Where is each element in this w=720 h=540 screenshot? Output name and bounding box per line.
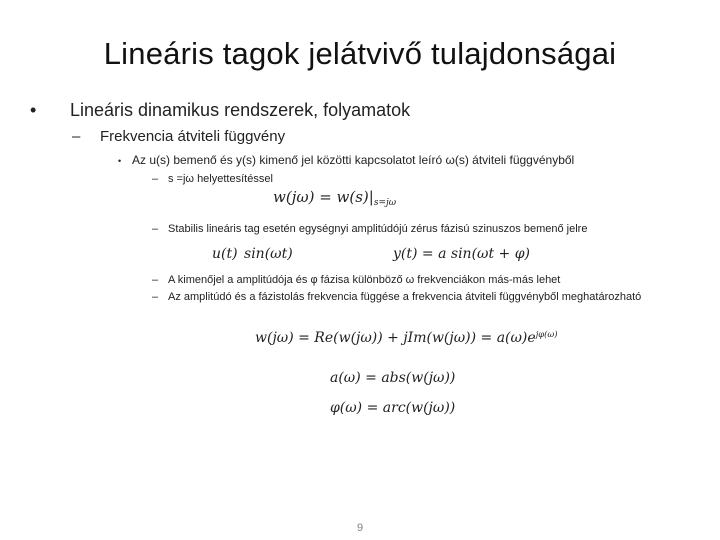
equation-transfer-substitution	[273, 188, 396, 208]
bullet-text: Lineáris dinamikus rendszerek, folyamatok	[70, 100, 411, 120]
dash-marker: –	[152, 291, 159, 303]
bullet-level4-substitution	[152, 173, 273, 185]
equation-complex-form	[255, 329, 558, 346]
equation-amplitude: a(ω) = abs(w(jω))	[330, 370, 456, 386]
bullet-text: Stabilis lineáris tag esetén egységnyi amplitúdójú zérus fázisú szinuszos bemenő jelre	[168, 223, 588, 235]
bullet-text: A kimenőjel a amplitúdója és φ fázisa különböző ω frekvenciákon más-más lehet	[168, 274, 561, 286]
bullet-level4-amplitude-phase	[152, 274, 560, 286]
equation-subscript: s=jω	[373, 198, 397, 209]
equation-input-signal: u(t) sin(ωt)	[212, 246, 293, 262]
dash-marker: –	[152, 223, 159, 235]
bullet-level1	[30, 100, 410, 121]
equation-output-signal: y(t) = a sin(ωt + φ)	[393, 246, 530, 262]
slide-title: Lineáris tagok jelátvivő tulajdonságai	[103, 36, 617, 71]
bullet-level3	[118, 153, 574, 167]
equation-text: w(jω) = Re(w(jω)) + jIm(w(jω)) = a(ω)e	[255, 330, 536, 347]
bullet-text: Az amplitúdó és a fázistolás frekvencia függése a frekvencia átviteli függvényből meghatározható	[168, 291, 642, 303]
bullet-dot: •	[30, 100, 37, 120]
bullet-dot: •	[118, 156, 122, 166]
dash-marker: –	[72, 128, 81, 145]
bullet-text: s =jω helyettesítéssel	[168, 173, 273, 185]
bullet-text: Az u(s) bemenő és y(s) kimenő jel közötti kapcsolatot leíró ω(s) átviteli függvényből	[132, 153, 575, 167]
page-number: 9	[356, 522, 364, 534]
bullet-level4-stable	[152, 223, 587, 235]
equation-text: w(jω) = w(s)|	[273, 188, 374, 206]
equation-phase: φ(ω) = arc(w(jω))	[330, 400, 456, 416]
dash-marker: –	[152, 173, 159, 185]
bullet-text: Frekvencia átviteli függvény	[100, 128, 286, 145]
dash-marker: –	[152, 274, 159, 286]
bullet-level2	[72, 128, 285, 145]
bullet-level4-frequency-dependence	[152, 291, 641, 303]
equation-superscript: jφ(ω)	[535, 329, 558, 339]
